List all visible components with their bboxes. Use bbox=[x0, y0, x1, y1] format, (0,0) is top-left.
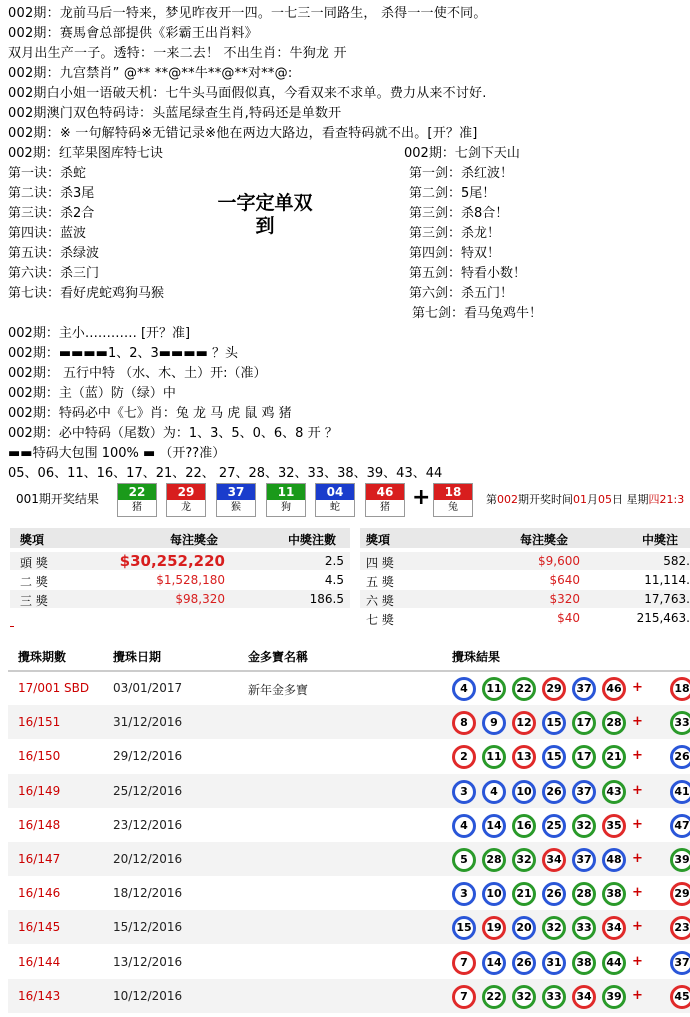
draw-id: 16/146 bbox=[18, 886, 61, 901]
right-item: 第六剑：杀五门！ bbox=[409, 286, 514, 301]
prize-name: 二 獎 bbox=[20, 575, 48, 589]
divider-dash bbox=[10, 626, 14, 627]
draw-id: 16/150 bbox=[18, 749, 61, 764]
right-item: 第七剑：看马兔鸡牛！ bbox=[412, 306, 543, 321]
plus-sign: + bbox=[632, 953, 643, 969]
result-ball-number: 22 bbox=[118, 484, 156, 500]
special-ball-zodiac: 兔 bbox=[434, 500, 472, 516]
draw-ball: 38 bbox=[602, 882, 626, 906]
draw-id: 16/148 bbox=[18, 817, 61, 832]
draw-ball: 12 bbox=[512, 711, 536, 735]
draw-ball: 22 bbox=[512, 677, 536, 701]
plus-sign: + bbox=[632, 816, 643, 832]
draw-ball: 28 bbox=[602, 711, 626, 735]
history-header bbox=[8, 644, 690, 672]
header-prize: 獎項 bbox=[20, 533, 45, 547]
prize-amount: $98,320 bbox=[175, 592, 225, 606]
result-ball-number: 11 bbox=[267, 484, 305, 500]
draw-ball: 13 bbox=[512, 745, 536, 769]
prize-row bbox=[10, 590, 350, 608]
draw-ball: 15 bbox=[542, 745, 566, 769]
left-item: 第五诀：杀绿波 bbox=[8, 246, 100, 261]
header-result: 攪珠結果 bbox=[452, 650, 501, 664]
draw-ball: 11 bbox=[482, 745, 506, 769]
prize-amount: $320 bbox=[549, 592, 580, 606]
lower-line: 002期：特码必中《七》肖：兔 龙 马 虎 鼠 鸡 猪 bbox=[8, 406, 292, 421]
result-ball-number: 46 bbox=[366, 484, 404, 500]
draw-ball: 4 bbox=[482, 780, 506, 804]
left-item: 第二诀：杀3尾 bbox=[8, 186, 95, 201]
draw-ball: 34 bbox=[542, 848, 566, 872]
left-item: 第三诀：杀2合 bbox=[8, 206, 95, 221]
draw-ball: 37 bbox=[572, 848, 596, 872]
prize-name: 六 獎 bbox=[366, 594, 394, 608]
header-name: 金多寶名稱 bbox=[248, 650, 309, 664]
prize-row bbox=[360, 609, 690, 627]
result-ball bbox=[315, 483, 355, 517]
lower-line: 002期：必中特码（尾数）为：1、3、5、0、6、8 开 ？ bbox=[8, 426, 338, 441]
draw-ball: 10 bbox=[512, 780, 536, 804]
draw-ball: 22 bbox=[482, 985, 506, 1009]
prize-header-right bbox=[360, 528, 690, 548]
draw-ball: 15 bbox=[542, 711, 566, 735]
plus-sign: + bbox=[632, 919, 643, 935]
lower-line: 002期：主小………… [开？准] bbox=[8, 326, 191, 341]
result-ball-zodiac: 蛇 bbox=[316, 500, 354, 516]
plus-sign: + bbox=[632, 851, 643, 866]
draw-ball: 34 bbox=[602, 916, 626, 940]
result-ball-number: 29 bbox=[167, 484, 205, 500]
draw-date: 23/12/2016 bbox=[113, 817, 183, 832]
draw-date: 18/12/2016 bbox=[113, 886, 183, 901]
result-ball bbox=[166, 483, 206, 517]
result-ball-zodiac: 猪 bbox=[366, 500, 404, 516]
result-ball bbox=[365, 483, 405, 517]
plus-sign: + bbox=[632, 748, 643, 764]
result-ball bbox=[117, 483, 157, 517]
draw-ball: 14 bbox=[482, 951, 506, 975]
prize-name: 三 獎 bbox=[20, 594, 48, 608]
weekday: 四 bbox=[648, 493, 660, 506]
result-ball-number: 04 bbox=[316, 484, 354, 500]
center-subline: 到 bbox=[255, 215, 275, 237]
prophecy-line-4: 002期：九宫禁肖” @** **@**牛**@**对**@: bbox=[8, 66, 293, 81]
draw-ball: 31 bbox=[542, 951, 566, 975]
draw-ball: 26 bbox=[542, 882, 566, 906]
prize-name: 頭 獎 bbox=[20, 556, 48, 570]
draw-ball: 9 bbox=[482, 711, 506, 735]
plus-sign: + bbox=[632, 987, 643, 1003]
prize-amount: $1,528,180 bbox=[156, 573, 225, 587]
prize-header-left bbox=[10, 528, 350, 548]
prize-count: 215,463. bbox=[636, 611, 690, 625]
draw-date: 25/12/2016 bbox=[113, 783, 183, 798]
result-label: 001期开奖结果 bbox=[16, 492, 99, 506]
left-block-title: 002期：红苹果图库特七诀 bbox=[8, 146, 163, 161]
left-item: 第一诀：杀蛇 bbox=[8, 166, 87, 181]
weekday-prefix: 星期 bbox=[626, 493, 649, 506]
right-block-title: 002期：七剑下天山 bbox=[404, 146, 520, 161]
result-ball bbox=[216, 483, 256, 517]
plus-sign: + bbox=[412, 485, 431, 510]
left-item: 第四诀：蓝波 bbox=[8, 226, 87, 241]
left-item: 第七诀：看好虎蛇鸡狗马猴 bbox=[8, 286, 165, 301]
prize-count: 4.5 bbox=[324, 573, 344, 587]
history-row bbox=[8, 910, 690, 944]
draw-ball: 7 bbox=[452, 985, 476, 1009]
draw-ball: 25 bbox=[542, 814, 566, 838]
draw-ball: 26 bbox=[512, 951, 536, 975]
prize-name: 四 獎 bbox=[366, 556, 394, 570]
extra-ball: 45 bbox=[670, 985, 690, 1009]
history-row bbox=[8, 671, 690, 705]
prize-count: 186.5 bbox=[309, 592, 344, 606]
prize-amount: $40 bbox=[557, 611, 580, 625]
prophecy-line-5: 002期白小姐一语破天机：七牛头马面假似真，今看双来不求单。费力从来不讨好. bbox=[8, 86, 487, 101]
draw-ball: 33 bbox=[542, 985, 566, 1009]
draw-ball: 21 bbox=[602, 745, 626, 769]
extra-ball: 29 bbox=[670, 882, 690, 906]
lower-line: ▬▬特码大包围 100% ▬ （开??准） bbox=[8, 446, 226, 461]
draw-ball: 37 bbox=[572, 780, 596, 804]
header-date: 攪珠日期 bbox=[113, 650, 162, 664]
draw-id: 16/151 bbox=[18, 715, 61, 730]
prophecy-line-3: 双月出生产一子。透特：一来二去！ 不出生肖：牛狗龙 开 bbox=[8, 46, 347, 61]
draw-ball: 26 bbox=[542, 780, 566, 804]
draw-id: 16/147 bbox=[18, 852, 61, 866]
plus-sign: + bbox=[632, 885, 643, 901]
draw-ball: 5 bbox=[452, 848, 476, 872]
header-amount: 每注獎金 bbox=[520, 533, 569, 547]
draw-ball: 32 bbox=[572, 814, 596, 838]
next-draw-info bbox=[486, 491, 684, 507]
right-item: 第二剑：5尾！ bbox=[409, 186, 496, 201]
draw-id: 16/144 bbox=[18, 954, 61, 969]
prize-row bbox=[360, 552, 690, 570]
right-item: 第三剑：杀龙！ bbox=[409, 226, 501, 241]
draw-ball: 16 bbox=[512, 814, 536, 838]
extra-ball: 26 bbox=[670, 745, 690, 769]
history-row bbox=[8, 774, 690, 808]
draw-date: 10/12/2016 bbox=[113, 988, 183, 1003]
right-item: 第三剑：杀8合！ bbox=[409, 206, 509, 221]
plus-sign: + bbox=[632, 782, 643, 798]
header-prize: 獎項 bbox=[366, 533, 391, 547]
prize-count: 582. bbox=[663, 554, 690, 568]
header-period: 攪珠期數 bbox=[18, 650, 67, 664]
result-ball-zodiac: 猪 bbox=[118, 500, 156, 516]
extra-ball: 23 bbox=[670, 916, 690, 940]
prize-name: 七 獎 bbox=[366, 613, 394, 627]
special-ball-number: 18 bbox=[434, 484, 472, 500]
draw-id: 17/001 SBD bbox=[18, 681, 90, 695]
header-amount: 每注獎金 bbox=[170, 533, 219, 547]
next-month: 01 bbox=[573, 493, 587, 506]
draw-ball: 39 bbox=[602, 985, 626, 1009]
history-row bbox=[8, 739, 690, 773]
next-month-unit: 月 bbox=[587, 493, 598, 506]
draw-ball: 8 bbox=[452, 711, 476, 735]
draw-ball: 4 bbox=[452, 814, 476, 838]
draw-ball: 34 bbox=[572, 985, 596, 1009]
prize-amount: $640 bbox=[549, 573, 580, 587]
prize-row bbox=[10, 552, 350, 570]
history-row bbox=[8, 945, 690, 979]
draw-ball: 37 bbox=[572, 677, 596, 701]
draw-ball: 2 bbox=[452, 745, 476, 769]
result-ball bbox=[266, 483, 306, 517]
draw-ball: 3 bbox=[452, 780, 476, 804]
prophecy-line-6: 002期澳门双色特码诗：头蓝尾绿查生肖,特码还是单数开 bbox=[8, 106, 342, 121]
prize-count: 17,763. bbox=[644, 592, 690, 606]
draw-id: 16/143 bbox=[18, 988, 61, 1003]
history-row bbox=[8, 808, 690, 842]
header-count: 中獎注數 bbox=[288, 533, 337, 547]
prize-row bbox=[360, 571, 690, 589]
prophecy-line-2: 002期：赛馬會总部提供《彩霸王出肖料》 bbox=[8, 26, 258, 41]
header-count: 中獎注 bbox=[642, 533, 679, 547]
draw-ball: 17 bbox=[572, 745, 596, 769]
draw-time: 21:3 bbox=[659, 493, 685, 506]
prize-amount: $9,600 bbox=[538, 554, 580, 568]
next-prefix: 第 bbox=[486, 493, 497, 506]
draw-date: 31/12/2016 bbox=[113, 715, 183, 730]
center-headline: 一字定单双 bbox=[217, 192, 313, 214]
prize-count: 2.5 bbox=[324, 554, 344, 568]
draw-ball: 15 bbox=[452, 916, 476, 940]
next-mid: 期开奖时间 bbox=[518, 493, 573, 506]
right-item: 第一剑：杀红波！ bbox=[409, 166, 514, 181]
extra-ball: 18 bbox=[670, 677, 690, 701]
draw-date: 15/12/2016 bbox=[113, 920, 183, 935]
special-ball bbox=[433, 483, 473, 517]
history-row bbox=[8, 979, 690, 1013]
draw-ball: 4 bbox=[452, 677, 476, 701]
extra-ball: 39 bbox=[670, 848, 690, 872]
next-period: 002 bbox=[497, 493, 518, 506]
draw-ball: 20 bbox=[512, 916, 536, 940]
draw-ball: 21 bbox=[512, 882, 536, 906]
prize-amount: $30,252,220 bbox=[119, 552, 225, 570]
right-item: 第五剑：特看小数！ bbox=[409, 266, 527, 281]
next-day-unit: 日 bbox=[612, 493, 623, 506]
plus-sign: + bbox=[632, 680, 643, 695]
history-row bbox=[8, 705, 690, 739]
extra-ball: 47 bbox=[670, 814, 690, 838]
draw-ball: 14 bbox=[482, 814, 506, 838]
draw-ball: 11 bbox=[482, 677, 506, 701]
next-day: 05 bbox=[598, 493, 612, 506]
draw-ball: 19 bbox=[482, 916, 506, 940]
draw-ball: 3 bbox=[452, 882, 476, 906]
result-ball-zodiac: 猴 bbox=[217, 500, 255, 516]
draw-id: 16/145 bbox=[18, 920, 61, 935]
right-item: 第四剑：特双！ bbox=[409, 246, 501, 261]
prize-count: 11,114. bbox=[644, 573, 690, 587]
left-item: 第六诀：杀三门 bbox=[8, 266, 100, 281]
result-ball-number: 37 bbox=[217, 484, 255, 500]
draw-date: 03/01/2017 bbox=[113, 681, 183, 695]
draw-ball: 48 bbox=[602, 848, 626, 872]
result-ball-zodiac: 龙 bbox=[167, 500, 205, 516]
draw-ball: 28 bbox=[482, 848, 506, 872]
draw-ball: 33 bbox=[572, 916, 596, 940]
draw-ball: 32 bbox=[542, 916, 566, 940]
prize-row bbox=[360, 590, 690, 608]
draw-ball: 38 bbox=[572, 951, 596, 975]
draw-ball: 32 bbox=[512, 985, 536, 1009]
draw-id: 16/149 bbox=[18, 783, 61, 798]
draw-ball: 17 bbox=[572, 711, 596, 735]
prize-name: 五 獎 bbox=[366, 575, 394, 589]
draw-date: 13/12/2016 bbox=[113, 954, 183, 969]
draw-name: 新年金多寶 bbox=[248, 683, 309, 697]
extra-ball: 33 bbox=[670, 711, 690, 735]
prophecy-line-7: 002期：※ 一句解特码※无错记录※他在两边大路边，看查特码就不出。[开？准] bbox=[8, 126, 478, 141]
prophecy-line-1: 002期：龙前马后一特来，梦见昨夜开一四。一七三一同路生， 杀得一一使不同。 bbox=[8, 6, 487, 21]
number-list: 05、06、11、16、17、21、22、 27、28、32、33、38、39、43、44 bbox=[8, 466, 443, 481]
draw-ball: 44 bbox=[602, 951, 626, 975]
plus-sign: + bbox=[632, 714, 643, 730]
draw-ball: 35 bbox=[602, 814, 626, 838]
draw-ball: 28 bbox=[572, 882, 596, 906]
draw-ball: 7 bbox=[452, 951, 476, 975]
draw-date: 20/12/2016 bbox=[113, 852, 183, 866]
history-row bbox=[8, 842, 690, 876]
draw-ball: 29 bbox=[542, 677, 566, 701]
lower-line: 002期：主（蓝）防（绿）中 bbox=[8, 386, 176, 401]
draw-ball: 32 bbox=[512, 848, 536, 872]
result-ball-zodiac: 狗 bbox=[267, 500, 305, 516]
extra-ball: 37 bbox=[670, 951, 690, 975]
prize-row bbox=[10, 571, 350, 589]
history-row bbox=[8, 876, 690, 910]
draw-ball: 46 bbox=[602, 677, 626, 701]
draw-ball: 10 bbox=[482, 882, 506, 906]
extra-ball: 41 bbox=[670, 780, 690, 804]
draw-ball: 43 bbox=[602, 780, 626, 804]
lower-line: 002期：▬▬▬▬1、2、3▬▬▬▬ ？头 bbox=[8, 346, 239, 361]
draw-date: 29/12/2016 bbox=[113, 749, 183, 764]
lower-line: 002期： 五行中特 （水、木、土）开:（准） bbox=[8, 366, 267, 381]
